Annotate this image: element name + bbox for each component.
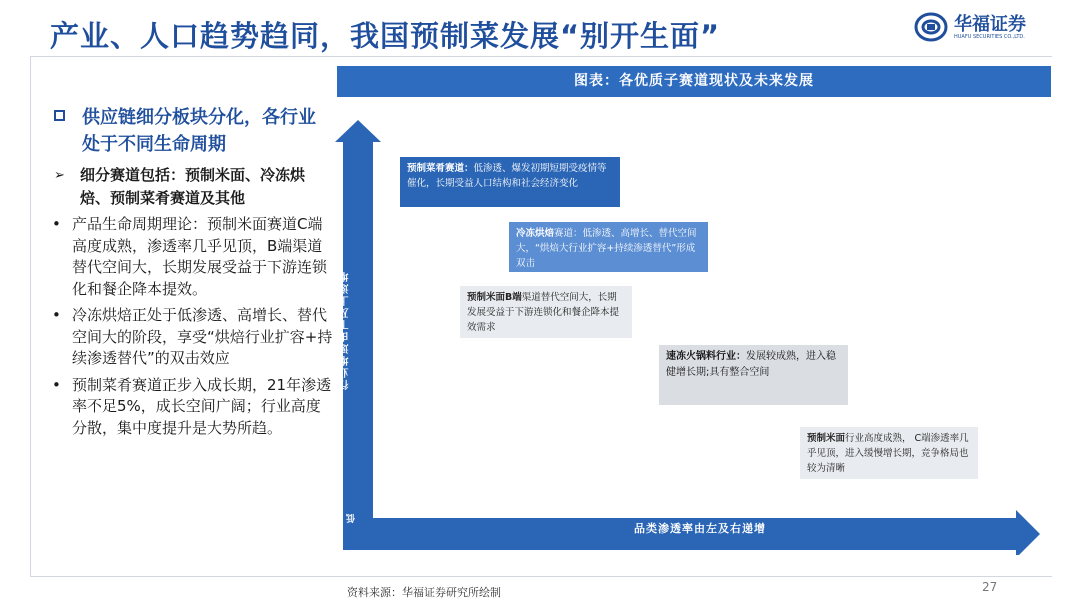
- list-item: [48, 375, 333, 440]
- page-title: 产业、人口趋势趋同，我国预制菜发展“别开生面”: [50, 19, 721, 53]
- logo-text-cn: 华福证券: [954, 14, 1026, 35]
- segment-box-text: 行业高度成熟， C端渗透率几乎见顶，进入缓慢增长期，竞争格局也较为清晰: [807, 433, 969, 474]
- list-item: [48, 305, 333, 370]
- segment-box-head: 预制米面: [807, 433, 846, 444]
- segment-box-rice-noodle: [800, 427, 978, 479]
- divider-bottom: [30, 576, 1052, 577]
- segment-box-head: 预制米面B端: [467, 292, 522, 303]
- segment-box-frozen-hotpot: [659, 345, 848, 405]
- segment-box-head: 预制菜肴赛道：: [407, 163, 474, 174]
- left-text-panel: [48, 104, 333, 444]
- subheading-text: 细分赛道包括：预制米面、冷冻烘焙、预制菜肴赛道及其他: [80, 166, 306, 207]
- dot-bullet-icon: •: [52, 215, 61, 233]
- divider-left: [30, 56, 31, 576]
- bullet-text: 预制菜肴赛道正步入成长期，21年渗透率不足5%，成长空间广阔；行业高度分散，集中度提升是大势所趋。: [72, 375, 332, 437]
- figure-title: 图表：各优质子赛道现状及未来发展: [337, 66, 1051, 97]
- section-heading-text: 供应链细分板块分化，各行业处于不同生命周期: [82, 107, 316, 155]
- company-logo: [914, 10, 1044, 44]
- bullet-text: 产品生命周期理论：预制米面赛道C端高度成熟，渗透率几乎见顶，B端渠道替代空间大，长期发展受益于下游连锁化和餐企降本提效。: [72, 215, 328, 298]
- segment-box-text: 赛道：低渗透、高增长、替代空间大，“烘焙大行业扩容+持续渗透替代”形成双击: [516, 228, 697, 269]
- dot-bullet-icon: •: [52, 375, 61, 394]
- section-heading: [48, 104, 333, 158]
- y-axis-arrowhead: [335, 120, 381, 142]
- bullet-list: [48, 214, 333, 439]
- divider-top: [30, 56, 1052, 57]
- y-axis-label: 行业增速由下及上递增: [340, 270, 351, 390]
- arrow-bullet-icon: ➢: [54, 168, 65, 183]
- square-bullet-icon: [54, 110, 65, 121]
- y-axis-low-label: 低: [347, 514, 357, 523]
- page-number: 27: [982, 580, 998, 594]
- segment-box-text: 渠道替代空间大，长期发展受益于下游连锁化和餐企降本提效需求: [467, 292, 620, 333]
- segment-box-text: 低渗透、爆发初期短期受疫情等催化，长期受益人口结构和社会经济变化: [407, 163, 607, 189]
- segment-box-head: 冷冻烘焙: [516, 228, 555, 239]
- dot-bullet-icon: •: [52, 306, 61, 324]
- x-axis-arrowhead: [1016, 510, 1040, 555]
- segment-box-head: 速冻火锅料行业：: [666, 351, 746, 362]
- subheading: [48, 164, 333, 210]
- source-note: 资料来源：华福证券研究所绘制: [347, 586, 501, 599]
- logo-text-en: HUAFU SECURITIES CO.,LTD.: [954, 34, 1025, 40]
- segment-box-frozen-baking: [509, 222, 708, 272]
- huafu-logo-icon: [914, 12, 948, 42]
- segment-box-prepared-dishes: [400, 157, 620, 207]
- list-item: [48, 214, 333, 300]
- segment-box-rice-noodle-b2b: [460, 286, 632, 338]
- bullet-text: 冷冻烘焙正处于低渗透、高增长、替代空间大的阶段，享受“烘焙行业扩容+持续渗透替代”的双击效应: [72, 306, 333, 367]
- x-axis-label: 品类渗透率由左及右递增: [634, 522, 766, 535]
- segment-box-text: 发展较成熟，进入稳健增长期;具有整合空间: [666, 351, 836, 378]
